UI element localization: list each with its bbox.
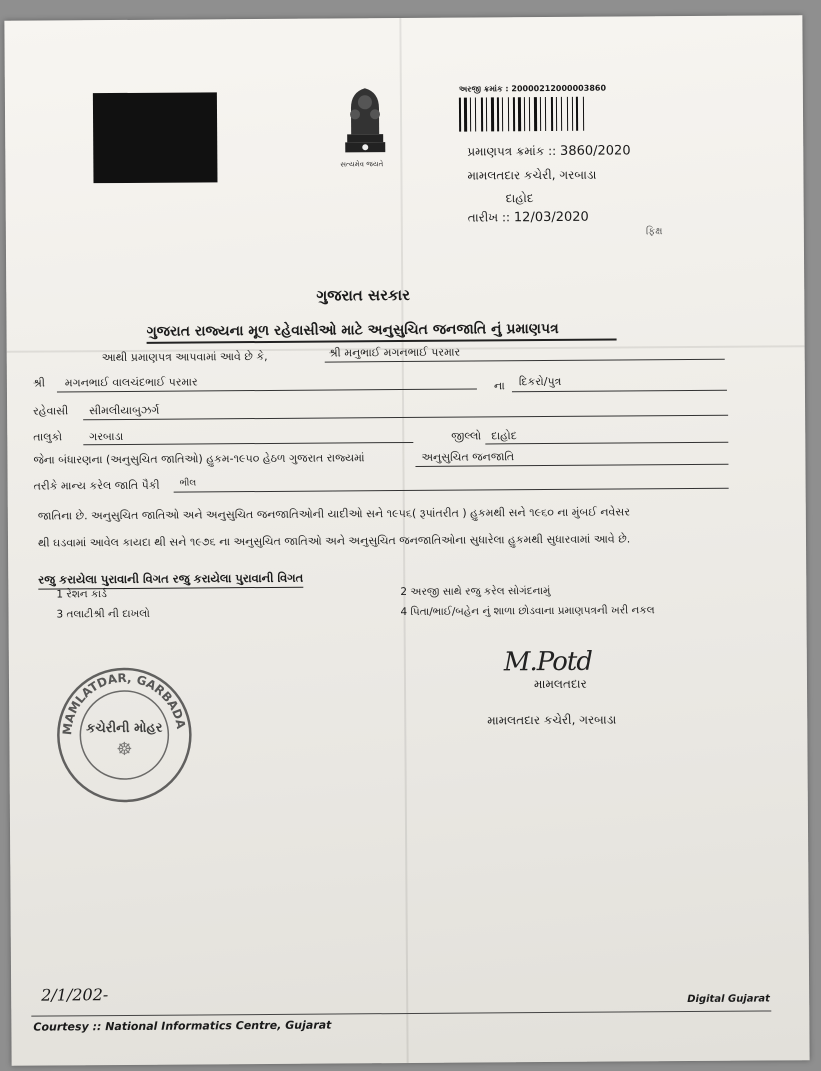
barcode-block (459, 83, 631, 131)
emblem-caption: સત્યમેવ જયતે (340, 160, 384, 169)
relation-prefix: ના (493, 379, 505, 393)
barcode-icon (459, 96, 631, 131)
cert-number-line (467, 143, 630, 159)
office-name: મામલતદાર કચેરી, ગરબાડા (467, 167, 597, 183)
district-label: જીલ્લો (451, 429, 482, 443)
corner-note: ફિક્ષ (645, 226, 663, 238)
svg-text:કચેરીની મોહર: કચેરીની મોહર (86, 720, 163, 737)
legal-paragraph-line-2: થી ઘડવામાં આવેલ કાયદા થી સને ૧૯૭૬ ના અનુસુચિત જાતિઓ અને અનુસુચિત જનજાતિઓના સુધારેલા હુકમથી સુધારવામાં આવે છે. (37, 532, 631, 550)
shri-label: શ્રી (32, 376, 46, 390)
barcode-text: અરજી ક્રમાંક : 20000212000003860 (458, 83, 607, 94)
category: અનુસુચિત જનજાતિ (421, 450, 515, 464)
intro-label: આથી પ્રમાણપત્ર આપવામાં આવે છે કે, (101, 349, 268, 365)
resident-label: રહેવાસી (33, 404, 69, 418)
constitution-label: જેના બંધારણના (અનુસુચિત જાતિઓ) હુકમ-૧૯૫૦ હેઠળ ગુજરાત રાજ્યમાં (33, 451, 365, 467)
district: દાહોદ (491, 429, 517, 443)
signatory-role: મામલતદાર (533, 676, 587, 692)
caste: ભીલ (179, 478, 197, 489)
holder-name: શ્રી મનુભાઈ મગનભાઈ પરમાર (328, 345, 461, 360)
officer-signature: M.Potd (503, 646, 593, 678)
government-title: ગુજરાત સરકાર (316, 285, 411, 305)
village: સીમલીયાબુઝર્ગ (89, 403, 160, 418)
date-label: તારીખ :: (467, 210, 511, 225)
issue-date-line (468, 210, 589, 226)
applicant-photo (93, 92, 218, 183)
handwritten-date: 2/1/202- (41, 985, 109, 1005)
issue-date: 12/03/2020 (513, 209, 589, 226)
svg-text:MAMLATDAR, GARBADA: MAMLATDAR, GARBADA (60, 670, 189, 736)
office-seal-icon (49, 659, 200, 810)
footer-divider (31, 1010, 771, 1016)
cert-number-label: પ્રમાણપત્ર ક્રમાંક :: (467, 143, 557, 159)
taluka: ગરબાડા (89, 429, 124, 444)
office-district: દાહોદ (505, 191, 534, 206)
evidence-item-1: 1 રેશન કાર્ડ (56, 588, 107, 601)
legal-paragraph-line-1: જાતિના છે. અનુસુચિત જાતિઓ અને અનુસુચિત જનજાતિઓની યાદીઓ સને ૧૯૫૬( રૂપાંતરીત ) હુકમથી સને ૧૯૬૦ ના મુંબઈ નવેસર (37, 505, 631, 523)
footer-brand: Digital Gujarat (687, 993, 770, 1006)
evidence-heading: રજુ કરાયેલા પુરાવાની વિગત રજુ કરાયેલા પુરાવાની વિગત (38, 571, 303, 590)
relation: દિકરો/પુત્ર (518, 374, 562, 389)
svg-text:☸: ☸ (116, 738, 133, 761)
certificate-paper (4, 15, 809, 1066)
certificate-title: ગુજરાત રાજ્યના મૂળ રહેવાસીઓ માટે અનુસુચિત જનજાતિ નું પ્રમાણપત્ર (146, 321, 616, 344)
father-name: મગનભાઈ વાલચંદભાઈ પરમાર (64, 375, 198, 390)
footer-courtesy: Courtesy :: National Informatics Centre, Gujarat (33, 1018, 332, 1034)
evidence-item-4: 4 પિતા/ભાઈ/બહેન નું શાળા છોડવાના પ્રમાણપત્રની ખરી નકલ (400, 604, 655, 619)
signatory-office: મામલતદાર કચેરી, ગરબાડા (487, 712, 617, 728)
taluka-label: તાલુકો (33, 430, 63, 444)
cert-number: 3860/2020 (559, 143, 631, 159)
caste-label: તરીકે માન્ય કરેલ જાતિ પૈકી (33, 478, 160, 493)
evidence-item-2: 2 અરજી સાથે રજુ કરેલ સોગંદનામું (400, 585, 551, 599)
evidence-item-3: 3 તલાટીશ્રી ની દાખલો (56, 607, 150, 621)
